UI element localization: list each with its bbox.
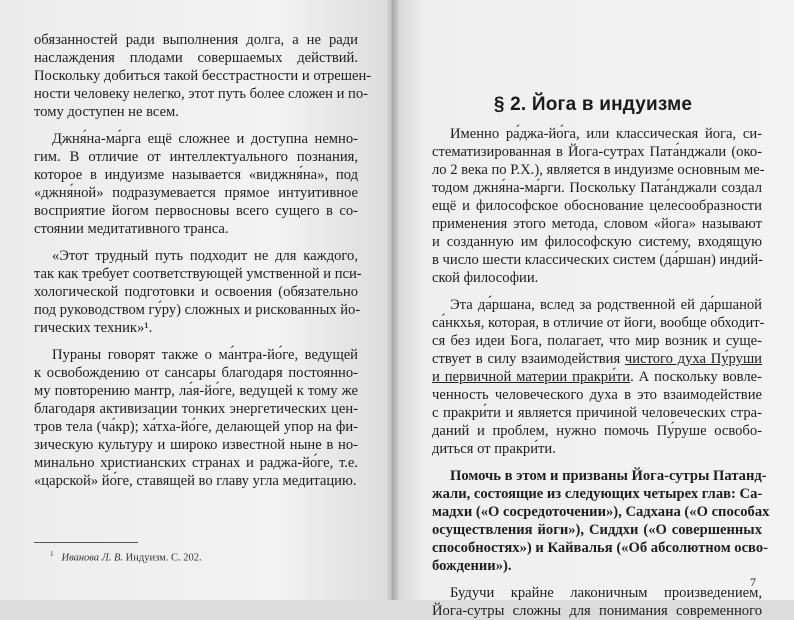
right-paragraph-1 [432, 125, 765, 287]
text-line: Будучи крайне лаконичным произведением, [450, 585, 762, 601]
text-line: гических техник»¹. [34, 320, 153, 336]
footnote-marker: 1 [50, 550, 54, 558]
text-line: «Этот трудный путь подходит не для каждого, [52, 248, 358, 264]
text-line: даний и проблем, нужно помочь Пу́руше освобо- [432, 423, 762, 439]
text-line: хологической подготовки и освоения (обязательно [34, 284, 358, 300]
text-line: ло 2 века по Р.Х.), является в индуизме основным ме- [432, 162, 765, 178]
text-line: благодаря активизации тонких энергетических цен- [34, 401, 358, 417]
text-line: в число шести классических систем (да́ршан) индий- [432, 252, 764, 268]
left-paragraph-1 [34, 31, 372, 121]
text-line: «царской» йо́ге, ставящей во главу угла медитацию. [34, 473, 357, 489]
text-line: ской философии. [432, 270, 539, 286]
text-line: Пураны говорят также о ма́нтра-йо́ге, ведущей [52, 347, 358, 363]
page-number: 7 [750, 575, 756, 589]
text-line: применения этого метода, словом «йога» называют [432, 216, 762, 232]
text-line: жали, состоящие из следующих четырех глав: Са- [432, 486, 763, 502]
underlined-phrase: чистого духа Пу́руши [624, 351, 762, 367]
text-line: тров тела (ча́кр); ха́тха-йо́ге, делающей упор на фи- [34, 419, 358, 435]
text-line: ещё и философское обоснование целесообразности [432, 198, 762, 214]
text-line: стематизированная в Йога-сутрах Пата́нджали (око- [432, 144, 762, 160]
text-line: Йога-сутры сложны для понимания современного [432, 603, 762, 619]
right-paragraph-2 [432, 296, 765, 458]
right-page-text [432, 125, 770, 620]
footnote-author: Иванова Л. В. [61, 552, 124, 564]
text-line: с пракри́ти и является причиной человеческих стра- [432, 405, 762, 421]
text-line: и созданную им философскую систему, входящую [432, 234, 762, 250]
text-line: зическую культуру и широко известной ныне в но- [34, 437, 358, 453]
footnote [50, 548, 202, 565]
text-line: стоянии медитативного транса. [34, 221, 229, 237]
text-line: диться от пракри́ти. [432, 441, 556, 457]
text-line: са́нкхья, которая, в отличие от йоги, вообще обходит- [432, 315, 765, 331]
text-line: Поскольку добиться такой бесстрастности и отрешен- [34, 68, 372, 84]
text-line: к освобождению от сансары благодаря постоянно- [34, 365, 358, 381]
text-line: осуществления йоги»), Сиддхи («О совершенных [432, 522, 762, 538]
text-line: «джня́ной» подразумевается прямое интуитивное [34, 185, 358, 201]
text-line: и первичной материи пракри́ти. А поскольку вовле- [432, 369, 762, 385]
text-line-underlined: ствует в силу взаимодействия чистого духа Пу́руши [432, 351, 762, 367]
text-line: тодом джня́на-ма́рги. Поскольку Пата́нджали создал [432, 180, 762, 196]
section-heading: § 2. Йога в индуизме [493, 94, 693, 115]
text-line: ся без идеи Бога, полагает, что мир возник и суще- [432, 333, 762, 349]
footnote-source: Индуизм. С. 202. [123, 552, 202, 564]
text-line: тому доступен не всем. [34, 104, 179, 120]
text-line: мадхи («О сосредоточении»), Садхана («О способах [432, 504, 770, 520]
left-paragraph-3 [34, 247, 362, 337]
text-line: которое в индуизме называется «виджня́на», под [34, 167, 358, 183]
book-gutter [386, 0, 400, 600]
text-line: так как требует соответствующей умственной и пси- [34, 266, 362, 282]
text-line: восприятие йогом первосновы всего сущего в со- [34, 203, 358, 219]
text-line: минально христианских странах и раджа-йо́ге, т.е. [34, 455, 358, 471]
text-line: способностях») и Кайвалья («Об абсолютном осво- [432, 540, 768, 556]
text-line: наслаждения плодами совершаемых действий. [34, 50, 358, 66]
underlined-phrase: и первичной материи пракри́ти [432, 369, 631, 385]
right-paragraph-3 [432, 467, 770, 575]
text-line: бождении»). [432, 558, 512, 574]
left-paragraph-2 [34, 130, 358, 238]
text-line: ченность человеческого духа в это взаимодействие [432, 387, 762, 403]
text-line: обязанностей ради выполнения долга, а не ради [34, 32, 358, 48]
left-page-text [34, 31, 372, 490]
text-line: Джня́на-ма́рга ещё сложнее и доступна немно- [52, 131, 358, 147]
text-line: Именно ра́джа-йо́га, или классическая йога, си- [450, 126, 762, 142]
text-line: гим. В отличие от интеллектуального познания, [34, 149, 358, 165]
left-paragraph-4 [34, 346, 358, 490]
text-line: му повторению мантр, ла́я-йо́ге, ведущей к тому же [34, 383, 358, 399]
right-paragraph-4 [432, 584, 762, 620]
text-line: ности человеку нелегко, этот путь более сложен и по- [34, 86, 368, 102]
text-line: Эта да́ршана, вслед за родственной ей да́ршаной [450, 297, 762, 313]
text-line: Помочь в этом и призваны Йога-сутры Патанд- [450, 468, 767, 484]
footnote-divider [34, 542, 138, 543]
text-line: под руководством гу́ру) сложных и рискованных йо- [34, 302, 361, 318]
